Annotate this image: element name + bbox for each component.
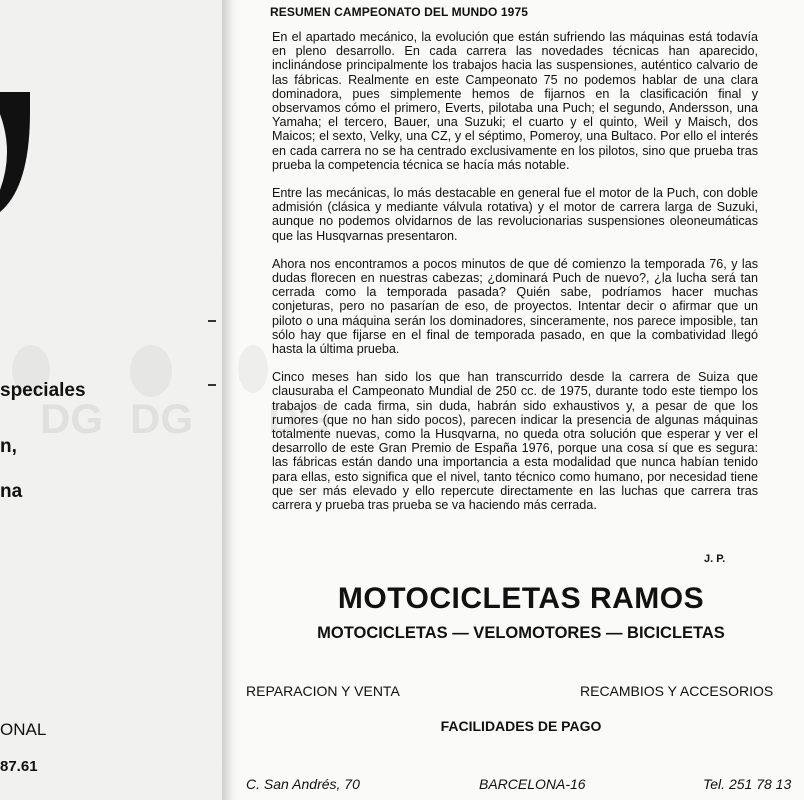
article-title: RESUMEN CAMPEONATO DEL MUNDO 1975 bbox=[270, 5, 529, 19]
left-page bbox=[0, 0, 222, 800]
advert-service-left: REPARACION Y VENTA bbox=[246, 683, 400, 699]
advert-address: C. San Andrés, 70 bbox=[246, 776, 360, 792]
left-page-text-fragment: speciales bbox=[0, 380, 86, 401]
article-paragraph: En el apartado mecánico, la evolución que están sufriendo las máquinas está todavía en pleno desarrollo. En cada carrera las novedades técnicas han aparecido, inclinándose principalmente los trabajos hacia las suspensiones, auténtico calvario de las fábricas. Realmente en este Campeonato 75 no podemos hablar de una clara dominadora, pues simplemente hemos de fijarnos en la clasificación final y observamos cómo el primero, Everts, pilotaba una Puch; el segundo, Andersson, una Yamaha; el tercero, Bauer, una Suzuki; el cuarto y el quinto, Weil y Maisch, dos Maicos; el sexto, Velky, una CZ, y el séptimo, Pomeroy, una Bultaco. Por ello el interés en cada carrera no se ha centrado exclusivamente en los pilotos, sino que prueba tras prueba la competencia técnica se hacía más notable. bbox=[272, 30, 758, 172]
article-paragraph: Cinco meses han sido los que han transcurrido desde la carrera de Suiza que clausuraba el Campeonato Mundial de 250 cc. de 1975, durante todo este tiempo los trabajos de cada firma, sin duda, habrán sido exhaustivos y, a pesar de que los rumores (que no han sido pocos), parecen indicar la presencia de algunas máquinas totalmente nuevas, como la Husqvarna, no queda otra solución que esperar y ver el desarrollo de este Gran Premio de España 1976, porque una cosa sí que es segura: las fábricas están dando una importancia a esta modalidad que nunca habían tenido para ellas, esto significa que el nivel, tanto técnico como humano, por necesidad tiene que ser más elevado y ello repercute directamente en las luchas que carrera tras carrera y prueba tras prueba se va haciendo más cerrada. bbox=[272, 370, 758, 513]
left-page-text-fragment: n, bbox=[0, 436, 17, 457]
margin-mark bbox=[208, 384, 216, 386]
left-page-text-fragment: 87.61 bbox=[0, 758, 38, 775]
article-paragraph: Ahora nos encontramos a pocos minutos de que dé comienzo la temporada 76, y las dudas florecen en nuestras cabezas; ¿dominará Puch de nuevo?, ¿la lucha será tan cerrada como la temporada pasada? Quién sabe, podríamos hacer muchas conjeturas, pero no pasarían de eso, de proyectos. Intentar decir o afirmar que un piloto o una máquina serán los dominadores, sinceramente, nos parece imposible, tan sólo hay que fijarse en el final de temporada pasado, en que la combatividad llegó hasta la última prueba. bbox=[272, 256, 758, 357]
left-page-text-fragment: na bbox=[0, 481, 23, 502]
show-through-portrait bbox=[130, 345, 172, 397]
left-page-graphic-fragment bbox=[0, 92, 30, 212]
margin-mark bbox=[208, 320, 216, 322]
article-paragraph: Entre las mecánicas, lo más destacable en general fue el motor de la Puch, con doble admisión (clásica y mediante válvula rotativa) y el motor de carrera larga de Suzuki, aunque no podemos olvidarnos de las revolucionarias suspensiones oleoneumáticas que las Husqvarnas presentaron. bbox=[272, 186, 758, 243]
advert-business-name: MOTOCICLETAS RAMOS bbox=[337, 582, 705, 615]
advert-categories: MOTOCICLETAS — VELOMOTORES — BICICLETAS bbox=[317, 624, 725, 642]
show-through-portrait bbox=[238, 345, 268, 393]
left-page-text-fragment: ONAL bbox=[0, 720, 47, 739]
article-signature: J. P. bbox=[704, 553, 726, 565]
article-body bbox=[272, 30, 758, 526]
advert-service-right: RECAMBIOS Y ACCESORIOS bbox=[580, 683, 774, 699]
show-through-logo: DG bbox=[130, 395, 193, 442]
page-gutter bbox=[222, 0, 238, 800]
advert-city: BARCELONA-16 bbox=[479, 776, 586, 792]
show-through-logo: DG bbox=[40, 395, 103, 442]
advert-phone: Tel. 251 78 13 bbox=[703, 776, 792, 792]
show-through-logo: DG bbox=[268, 395, 331, 442]
advert-payment-terms: FACILIDADES DE PAGO bbox=[440, 718, 602, 734]
